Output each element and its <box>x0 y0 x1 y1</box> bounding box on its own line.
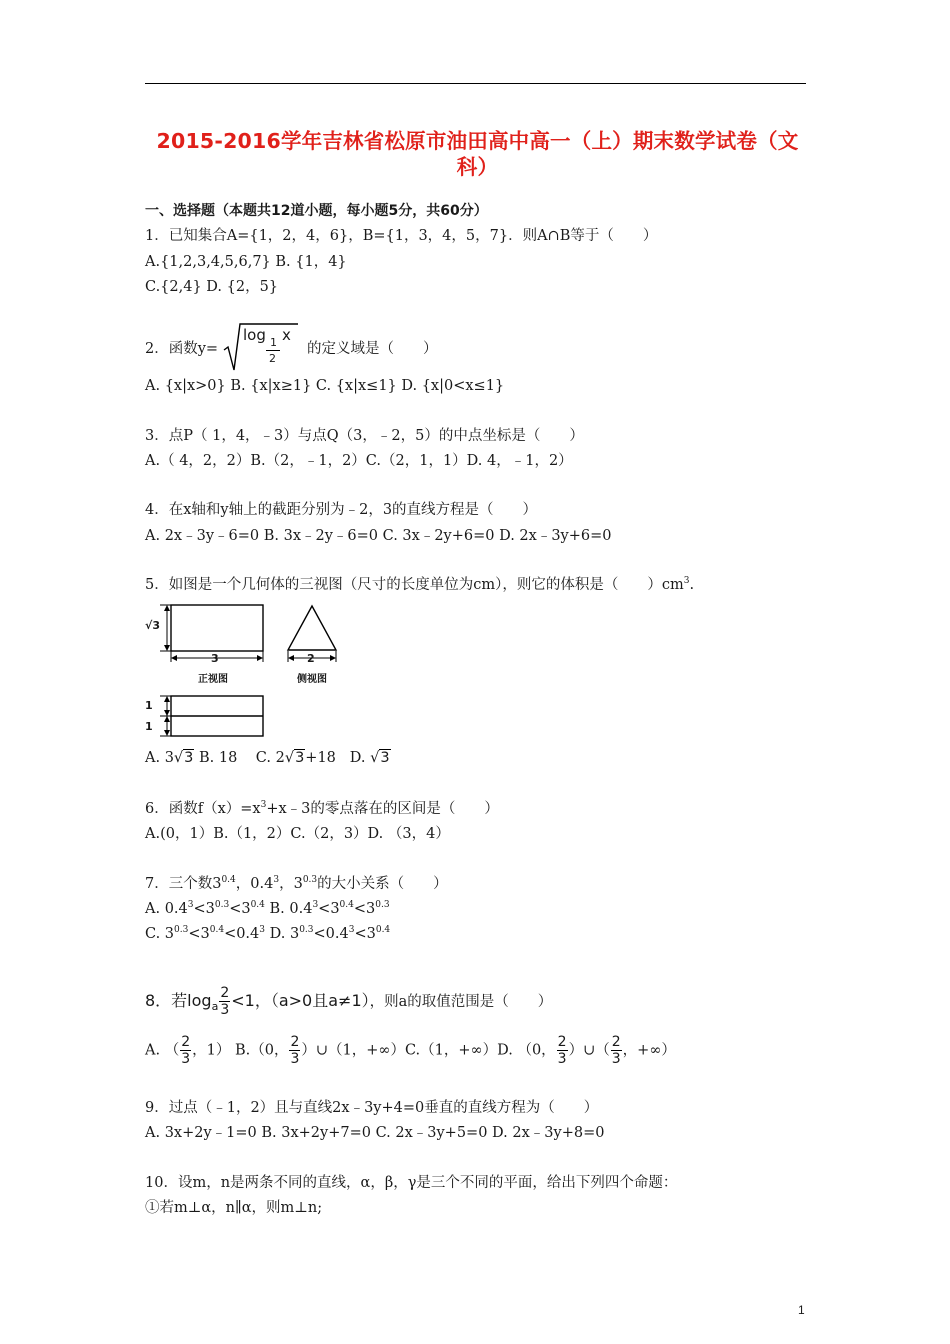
q5-top-height2-label: 1 <box>145 720 153 733</box>
q4-options: A. 2x﹣3y﹣6=0 B. 3x﹣2y﹣6=0 C. 3x﹣2y+6=0 D. 2x﹣3y+6=0 <box>145 528 612 544</box>
q2-log-base-num: 1 <box>270 336 277 349</box>
q1-stem: 1．已知集合A={1，2，4，6}，B={1，3，4，5，7}．则A∩B等于（ ） <box>145 228 658 244</box>
paper-title-line1: 2015-2016学年吉林省松原市油田高中高一（上）期末数学试卷（文 <box>156 129 799 153</box>
q10-stem: 10．设m，n是两条不同的直线，α，β，γ是三个不同的平面，给出下列四个命题： <box>145 1175 678 1191</box>
q7-stem: 7．三个数$3^{0.4}$，$0.4^3$，$3^{0.3}$的大小关系（ ） <box>145 875 448 892</box>
q10-item1: ①若m⊥α，n∥α，则m⊥n; <box>145 1200 323 1216</box>
q2-log-text: log <box>243 326 266 344</box>
q3-stem: 3．点P（ 1，4，﹣3）与点Q（3，﹣2，5）的中点坐标是（ ） <box>145 428 584 444</box>
q6-options: A.(0，1）B.（1，2）C.（2，3）D. （3，4） <box>145 826 450 842</box>
q2-options: A. {x|x>0} B. {x|x≥1} C. {x|x≤1} D. {x|0<x≤1} <box>145 378 505 394</box>
q1-options-ab: A.{1,2,3,4,5,6,7} B. {1，4} <box>145 254 347 270</box>
q5-top-height1-label: 1 <box>145 699 153 712</box>
q5-side-width-label: 2 <box>307 652 315 665</box>
q2-log-base-bar <box>266 350 280 351</box>
q9-stem: 9．过点（﹣1，2）且与直线2x﹣3y+4=0垂直的直线方程为（ ） <box>145 1100 599 1116</box>
q3-options: A.（ 4，2，2）B.（2，﹣1，2）C.（2，1，1）D. 4，﹣1，2） <box>145 453 573 469</box>
q2-log-arg: x <box>282 326 291 344</box>
q2-stem-suffix: 的定义域是（ ） <box>307 341 438 357</box>
header-rule <box>145 83 806 84</box>
q2-stem-prefix: 2．函数y= <box>145 341 219 357</box>
page-number: 1 <box>798 1303 805 1317</box>
q9-options: A. 3x+2y﹣1=0 B. 3x+2y+7=0 C. 2x﹣3y+5=0 D. 2x﹣3y+8=0 <box>145 1125 605 1141</box>
q1-options-cd: C.{2,4} D. {2，5} <box>145 279 279 295</box>
q5-front-height-label: √3 <box>145 619 160 632</box>
q6-stem: 6．函数$f(x)=x^3+x﹣3$的零点落在的区间是（ ） <box>145 800 499 817</box>
q8-stem: 8．若$\log_a$ $\frac{2}{3}$ <1，（a>0且a≠1），则a的取值范围是（ ） <box>145 985 553 1018</box>
q2-log-base-den: 2 <box>269 352 276 365</box>
q5-front-view-caption: 正视图 <box>198 674 228 685</box>
q7-options-ab: A. $0.4^3<3^{0.3}<3^{0.4}$ B. $0.4^3<3^{0.4}<3^{0.3}$ <box>145 900 390 917</box>
paper-title-line2: 科） <box>456 155 499 179</box>
q4-stem: 4．在x轴和y轴上的截距分别为﹣2，3的直线方程是（ ） <box>145 502 538 518</box>
q5-side-view-caption: 侧视图 <box>297 674 327 685</box>
q5-options: A. 3√3 B. 18 C. 2√3+18 D. √3 <box>145 750 390 766</box>
q8-options: A. （ $\frac{2}{3}$ ，1） B.（0， $\frac{2}{3}$ ）∪（1，+∞）C.（1，+∞）D. （0， $\frac{2}{3}$ ）∪（ $\frac{2}{3}$ ，+∞） <box>145 1034 676 1067</box>
q5-stem: 5．如图是一个几何体的三视图（尺寸的长度单位为cm），则它的体积是（ ）$cm^3$. <box>145 576 695 593</box>
q5-front-width-label: 3 <box>211 652 219 665</box>
q7-options-cd: C. $3^{0.3}<3^{0.4}<0.4^3$ D. $3^{0.3}<0.4^3<3^{0.4}$ <box>145 925 391 942</box>
section-heading: 一、选择题（本题共12道小题，每小题5分，共60分） <box>145 203 488 219</box>
